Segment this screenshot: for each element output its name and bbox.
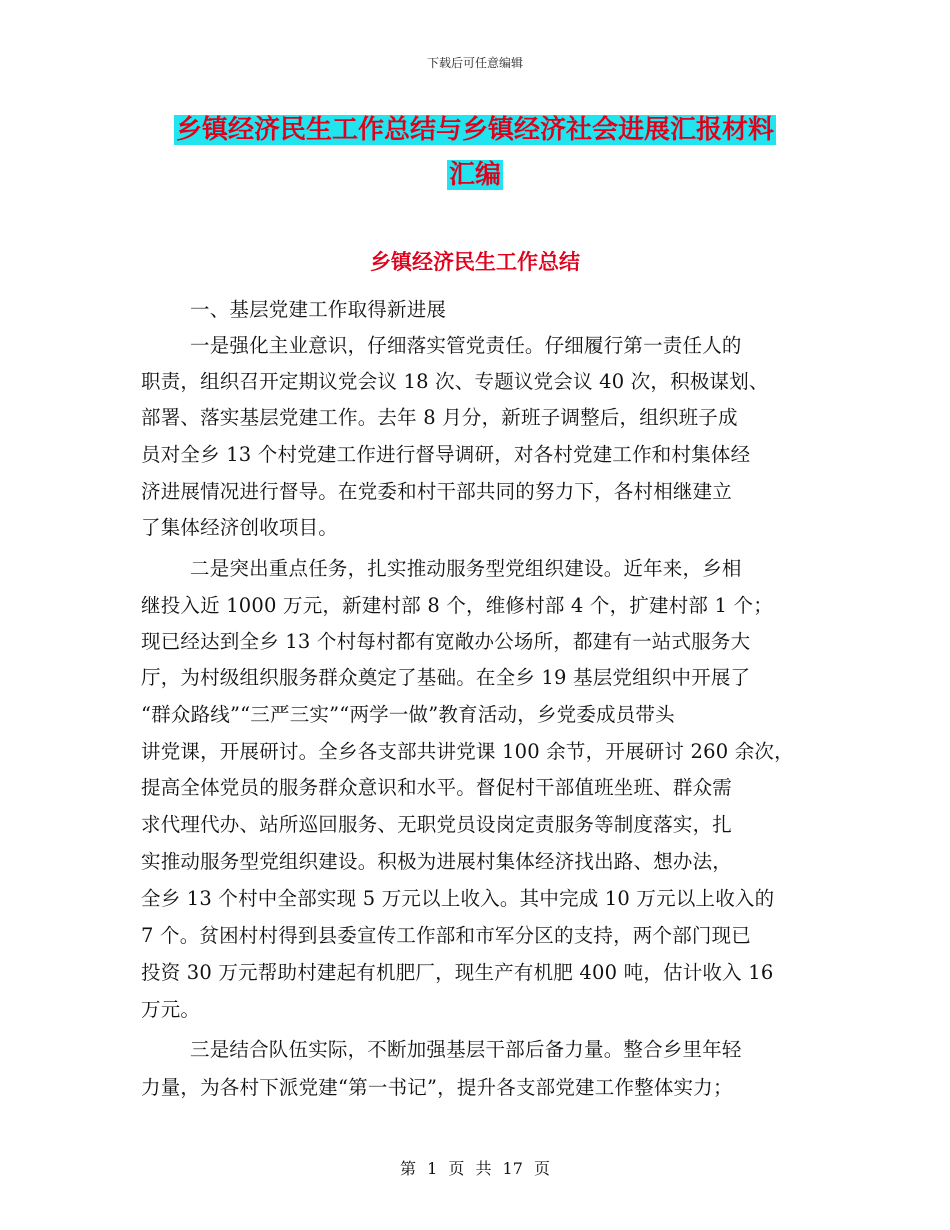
document-title-text-1: 乡镇经济民生工作总结与乡镇经济社会进展汇报材料 [175,115,774,145]
paragraph-line: 7 个。贫困村村得到县委宣传工作部和市军分区的支持，两个部门现已 [141,924,752,947]
paragraph-line: “群众路线”“三严三实”“两学一做”教育活动，乡党委成员带头 [141,703,675,726]
paragraph-line: 力量，为各村下派党建“第一书记”，提升各支部党建工作整体实力； [141,1076,733,1099]
paragraph-line: 讲党课，开展研讨。全乡各支部共讲党课 100 余节，开展研讨 260 余次， [141,740,794,763]
paragraph-line: 提高全体党员的服务群众意识和水平。督促村干部值班坐班、群众需 [141,776,733,799]
paragraph-line: 部署、落实基层党建工作。去年 8 月分，新班子调整后，组织班子成 [141,406,738,429]
document-title-line-2 [0,155,950,195]
page-header-note: 下载后可任意编辑 [426,56,523,70]
paragraph-line: 二是突出重点任务，扎实推动服务型党组织建设。近年来，乡相 [190,557,742,580]
paragraph-line: 员对全乡 13 个村党建工作进行督导调研，对各村党建工作和村集体经 [141,443,751,466]
document-title-line-1 [0,110,950,150]
paragraph-line: 济进展情况进行督导。在党委和村干部共同的努力下，各村相继建立 [141,480,733,503]
paragraph-line: 厅，为村级组织服务群众奠定了基础。在全乡 19 基层党组织中开展了 [141,666,751,689]
paragraph-line: 实推动服务型党组织建设。积极为进展村集体经济找出路、想办法， [141,850,733,873]
paragraph-line: 了集体经济创收项目。 [141,516,339,539]
paragraph-line: 职责，组织召开定期议党会议 18 次、专题议党会议 40 次，积极谋划、 [141,370,769,393]
paragraph-line: 求代理代办、站所巡回服务、无职党员设岗定责服务等制度落实，扎 [141,813,733,836]
heading-party-building: 一、基层党建工作取得新进展 [190,298,447,321]
page-number-footer: 第 1 页 共 17 页 [400,1159,550,1178]
paragraph-line: 万元。 [141,998,201,1021]
paragraph-line: 全乡 13 个村中全部实现 5 万元以上收入。其中完成 10 万元以上收入的 [141,887,775,910]
paragraph-line: 继投入近 1000 万元，新建村部 8 个，维修村部 4 个，扩建村部 1 个； [141,594,773,617]
document-title-text-2: 汇编 [448,160,501,190]
paragraph-line: 现已经达到全乡 13 个村每村都有宽敞办公场所，都建有一站式服务大 [141,630,751,653]
paragraph-line: 投资 30 万元帮助村建起有机肥厂，现生产有机肥 400 吨，估计收入 16 [141,961,774,984]
section-title: 乡镇经济民生工作总结 [370,250,580,274]
paragraph-line: 一是强化主业意识，仔细落实管党责任。仔细履行第一责任人的 [190,334,742,357]
paragraph-line: 三是结合队伍实际，不断加强基层干部后备力量。整合乡里年轻 [190,1038,742,1061]
